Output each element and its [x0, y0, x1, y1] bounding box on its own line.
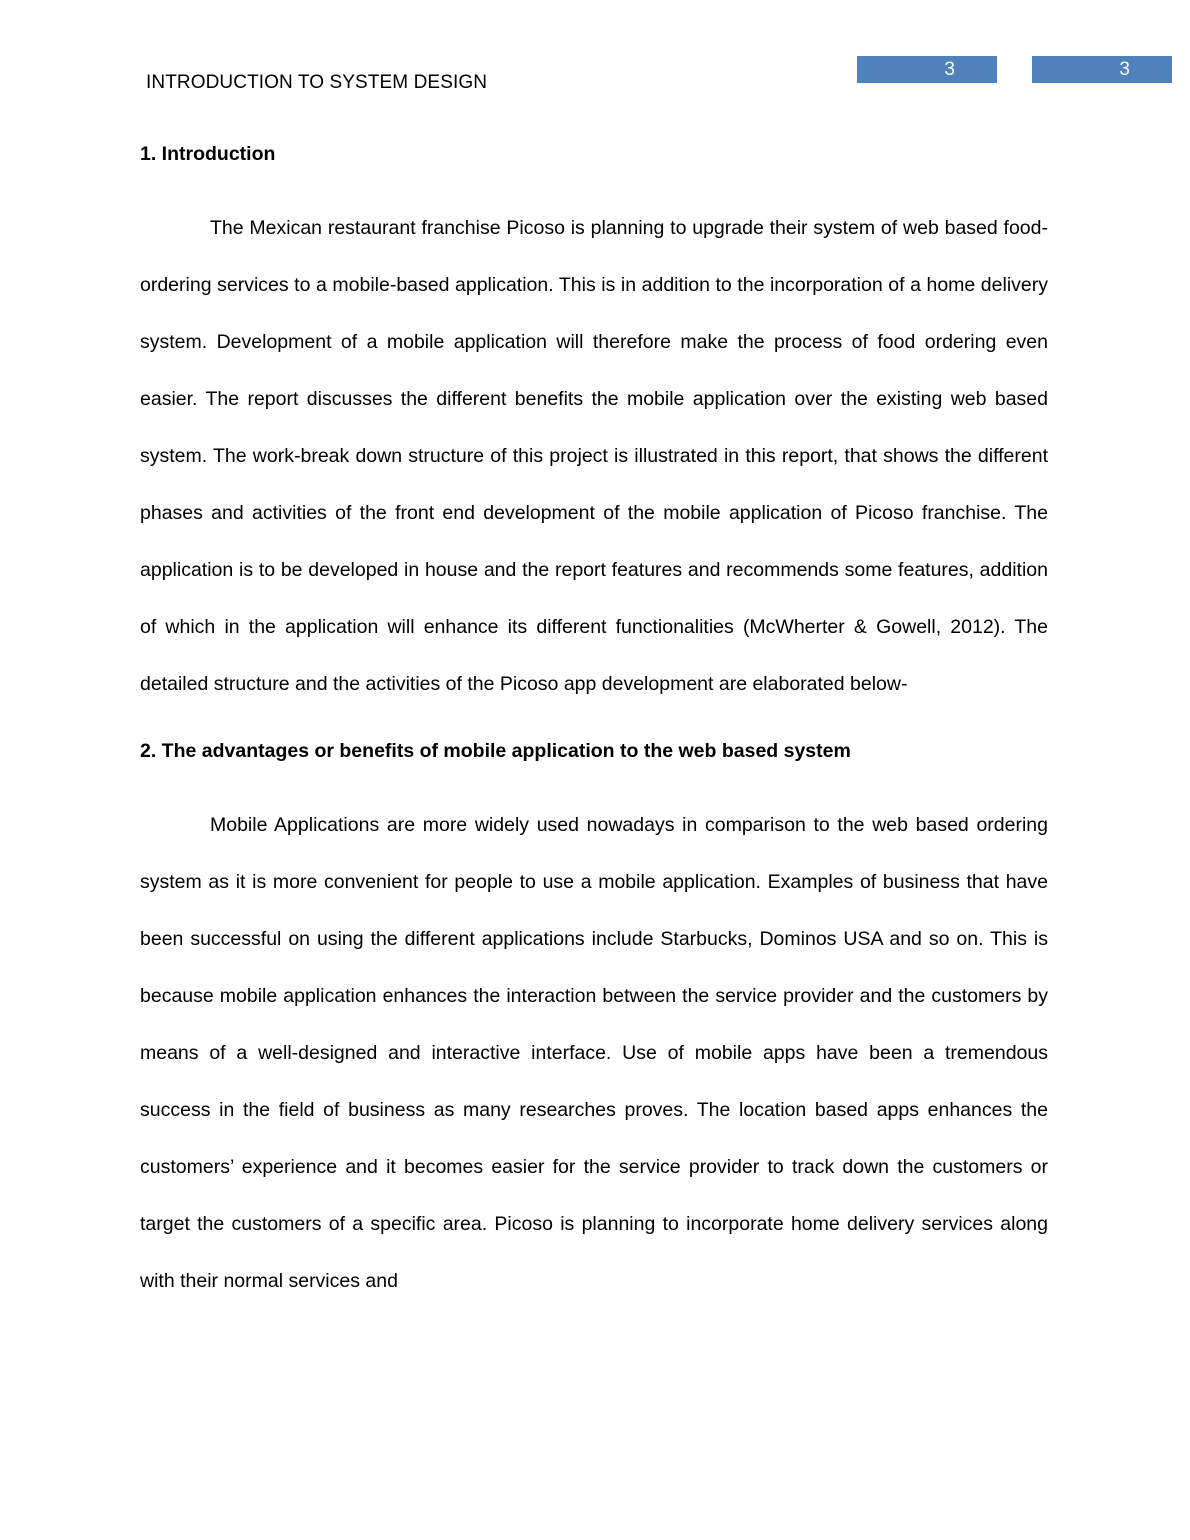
page-number-box: 3: [857, 56, 997, 83]
running-head: INTRODUCTION TO SYSTEM DESIGN: [146, 72, 488, 93]
paragraph-advantages: Mobile Applications are more widely used nowadays in comparison to the web based ordering system as it is more convenient for people to use a mobile application. Examples of business that have been successful on using the different applications include Starbucks, Dominos USA and so on. This is because mobile application enhances the interaction between the service provider and the customers by means of a well-designed and interactive interface. Use of mobile apps have been a tremendous success in the field of business as many researches proves. The location based apps enhances the customers’ experience and it becomes easier for the service provider to track down the customers or target the customers of a specific area. Picoso is planning to incorporate home delivery services along with their normal services and: [140, 814, 1048, 1292]
paragraph-introduction: The Mexican restaurant franchise Picoso is planning to upgrade their system of web based food-ordering services to a mobile-based application. This is in addition to the incorporation of a home delivery system. Development of a mobile application will therefore make the process of food ordering even easier. The report discusses the different benefits the mobile application over the existing web based system. The work-break down structure of this project is illustrated in this report, that shows the different phases and activities of the front end development of the mobile application of Picoso franchise. The application is to be developed in house and the report features and recommends some features, addition of which in the application will enhance its different functionalities (McWherter & Gowell, 2012). The detailed structure and the activities of the Picoso app development are elaborated below-: [140, 217, 1048, 695]
document-body: [140, 138, 1048, 1310]
section-heading-advantages: 2. The advantages or benefits of mobile application to the web based system: [140, 740, 851, 762]
page-number-box: 3: [1032, 56, 1172, 83]
section-heading-introduction: 1. Introduction: [140, 143, 276, 165]
